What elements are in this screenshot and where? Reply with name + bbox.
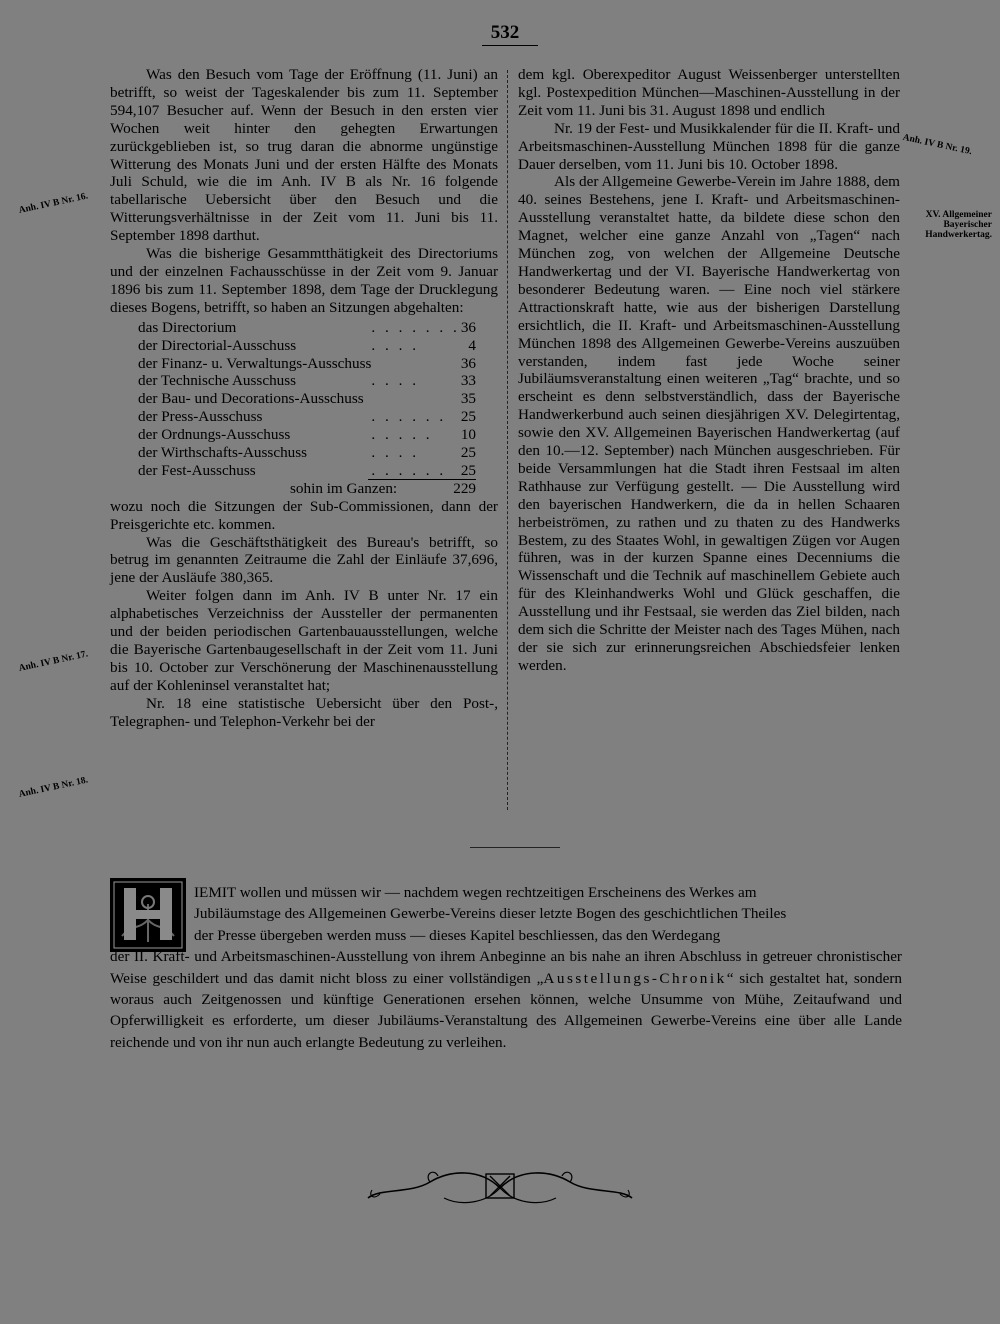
margin-note-xv-line: Bayerischer (943, 220, 992, 230)
closing-text-a: der II. Kraft- und Arbeitsmaschinen-Ausstellung von ihrem Anbeginne an bis nahe an ihren Abschluss in getreuer chronistischer Weise geschildert und das damit nicht bloss zu einer vollständigen „ (110, 948, 902, 987)
session-count: 25 (460, 444, 476, 462)
table-row (138, 426, 476, 444)
session-count: 4 (468, 336, 476, 354)
section-rule (470, 847, 560, 848)
committee-sessions-table (138, 319, 476, 480)
end-ornament (360, 1158, 640, 1218)
left-column (110, 66, 498, 731)
margin-note-xv-line: Handwerkertag. (925, 230, 992, 240)
table-row (138, 444, 476, 462)
leader-dots: . . . . (371, 372, 419, 390)
leader-dots: . . . . (371, 444, 419, 462)
paragraph: dem kgl. Oberexpeditor August Weissenberger unterstellten kgl. Postexpedition München—Maschinen-Ausstellung in der Zeit vom 11. Juni bis 31. August 1898 und endlich (518, 66, 900, 119)
table-row (138, 355, 476, 373)
session-count: 33 (460, 372, 476, 390)
committee-name: der Bau- und Decorations-Ausschuss (138, 390, 364, 408)
committee-name: der Wirthschafts-Ausschuss (138, 444, 308, 462)
paragraph: Weiter folgen dann im Anh. IV B unter Nr. 17 ein alphabetisches Verzeichniss der Aussteller der permanenten und der beiden periodischen Gartenbauausstellungen, welche die Bayerische Gartenbaugesellschaft in der Zeit vom 11. Juni bis 10. October zur Verschönerung der Maschinenausstellung auf der Kohleninsel veranstaltet hat; (110, 587, 498, 694)
session-count: 35 (460, 390, 476, 408)
paragraph: Was die Geschäftsthätigkeit des Bureau's betrifft, so betrug im genannten Zeitraume die Zahl der Einläufe 37,696, jene der Ausläufe 380,365. (110, 533, 498, 587)
margin-note-anh-18: Anh. IV B Nr. 18. (17, 775, 89, 800)
margin-note-xv-handwerkertag (900, 210, 992, 240)
committee-name: der Finanz- u. Verwaltungs-Ausschuss (138, 354, 372, 372)
table-row (138, 337, 476, 355)
paragraph: Was den Besuch vom Tage der Eröffnung (11. Juni) an betrifft, so weist der Tageskalender bis zum 11. September 594,107 Besucher auf. Wenn der Besuch in den ersten vier Wochen weit hinter den gehegten Erwartungen zurückgeblieben ist, so trug daran die abnorme ungünstige Witterung des Monats Juni und der ersten Hälfte des Monats Juli Schuld, wie die im Anh. IV B als Nr. 16 folgende tabellarische Uebersicht über den Besuch und die Witterungsverhältnisse in der Zeit vom 11. Juni bis 11. September 1898 darthut. (110, 66, 498, 245)
total-label: sohin im Ganzen: (290, 479, 398, 497)
leader-dots: . . . . . . . (371, 318, 460, 336)
margin-note-xv-line: XV. Allgemeiner (925, 210, 992, 220)
closing-line: IEMIT wollen und müssen wir — nachdem wegen rechtzeitigen Erscheinens des Werkes am (194, 884, 757, 901)
committee-name: der Directorial-Ausschuss (138, 336, 297, 354)
committee-name: der Technische Ausschuss (138, 372, 297, 390)
session-count: 25 (460, 408, 476, 426)
chronik-spaced-word: Ausstellungs-Chronik (543, 969, 727, 987)
closing-line: der Presse übergeben werden muss — dieses Kapitel beschliessen, das den Werdegang (194, 926, 721, 944)
right-column (518, 66, 900, 675)
paragraph: Nr. 19 der Fest- und Musikkalender für die II. Kraft- und Arbeitsmaschinen-Ausstellung München 1898 für die ganze Dauer derselben, vom 11. Juni bis 10. October 1898. (518, 119, 900, 173)
committee-name: der Ordnungs-Ausschuss (138, 426, 291, 444)
table-row (138, 462, 476, 480)
total-row (290, 480, 476, 498)
table-row (138, 390, 476, 408)
table-row (138, 372, 476, 390)
closing-paragraph (110, 882, 902, 1053)
leader-dots: . . . . (371, 336, 419, 354)
closing-text-b: “ sich gestaltet hat, sondern woraus auch Zeitgenossen und künftige Generationen ersehen können, welche Unsumme von Mühe, Zeitaufwand und Opferwilligkeit es erforderte, um dieser Jubiläums-Veranstaltung des Allgemeinen Gewerbe-Vereins eine über alle Lande reichende und von ihr nun auch erlangte Bedeutung zu verleihen. (110, 969, 902, 1051)
leader-dots (371, 355, 459, 373)
initial-letter: H (148, 946, 149, 947)
margin-note-anh-17: Anh. IV B Nr. 17. (17, 649, 89, 674)
leader-dots: . . . . . . (371, 461, 447, 479)
committee-name: der Press-Ausschuss (138, 408, 263, 426)
session-count: 25 (460, 461, 476, 479)
paragraph: Als der Allgemeine Gewerbe-Verein im Jahre 1888, dem 40. seines Bestehens, jene I. Kraft- und Arbeitsmaschinen-Ausstellung veranstaltet hatte, da bildete diese schon den Magnet, welcher eine ganze Anzahl von „Tagen“ nach München zog, von welchen der Allgemeine Deutsche Handwerkertag und der VI. Bayerische Handwerkertag von besonderer Bedeutung waren. — Eine noch viel stärkere Attractionskraft hatte, wie aus der bisherigen Darstellung ersichtlich, die II. Kraft- und Arbeitsmaschinen-Ausstellung München 1898 des Allgemeinen Gewerbe-Vereins auszuüben verstanden, indem fast jede Woche seiner Jubiläumsveranstaltung einen weiteren „Tag“ brachte, und so erscheint es denn selbstverständlich, dass der Bayerische Handwerkerbund auch seinen diesjährigen XV. Delegirtentag, sowie den XV. Allgemeinen Bayerischen Handwerkertag (auf den 10.—12. September) nach München ausgeschrieben. Für beide Versammlungen hat die Stadt ihren Festsaal im alten Rathhause zur Verfügung gestellt. — Die Ausstellung wird den bayerischen Handwerkern, die da in hellen Schaaren herbeiströmen, zu rathen und zu thaten zu des Handwerks Bestem, zu des Staates Wohl, in gewaltigen Zügen vor Augen führen, was in der kurzen Spanne eines Decenniums die Wissenschaft und die Technik auf maschinellem Gebiete auch für des Kleinhandwerks Wohl und Glück geschaffen, die Ausstellung und ihr Festsaal, sie werden das Ziel bilden, nach dem sich die Schritte der Meister nach des Tages Mühen, nach der sie sich zur erinnerungsreichen Abschiedsfeier lenken werden. (518, 173, 900, 674)
session-count: 36 (460, 354, 476, 372)
leader-dots (371, 390, 459, 408)
committee-name: der Fest-Ausschuss (138, 461, 256, 479)
closing-line: Jubiläumstage des Allgemeinen Gewerbe-Vereins dieser letzte Bogen des geschichtlichen Theiles (194, 905, 787, 923)
committee-name: das Directorium (138, 318, 237, 336)
margin-note-anh-19: Anh. IV B Nr. 19. (901, 132, 973, 158)
page-number: 532 (490, 22, 520, 43)
leader-dots: . . . . . (371, 426, 433, 444)
page-number-rule (482, 45, 538, 46)
total-value: 229 (453, 479, 476, 497)
paragraph: wozu noch die Sitzungen der Sub-Commissionen, dann der Preisgerichte etc. kommen. (110, 497, 498, 533)
session-count: 10 (460, 426, 476, 444)
leader-dots: . . . . . . (371, 408, 447, 426)
table-row (138, 408, 476, 426)
session-count: 36 (460, 318, 476, 336)
column-divider (507, 70, 508, 810)
margin-note-anh-16: Anh. IV B Nr. 16. (17, 191, 89, 216)
table-row (138, 319, 476, 337)
paragraph: Was die bisherige Gesammtthätigkeit des Directoriums und der einzelnen Fachausschüsse in der Zeit vom 9. Januar 1896 bis zum 11. September 1898, dem Tage der Drucklegung dieses Bogens, betrifft, so haben an Sitzungen abgehalten: (110, 245, 498, 316)
paragraph: Nr. 18 eine statistische Uebersicht über den Post-, Telegraphen- und Telephon-Verkehr bei der (110, 694, 498, 730)
